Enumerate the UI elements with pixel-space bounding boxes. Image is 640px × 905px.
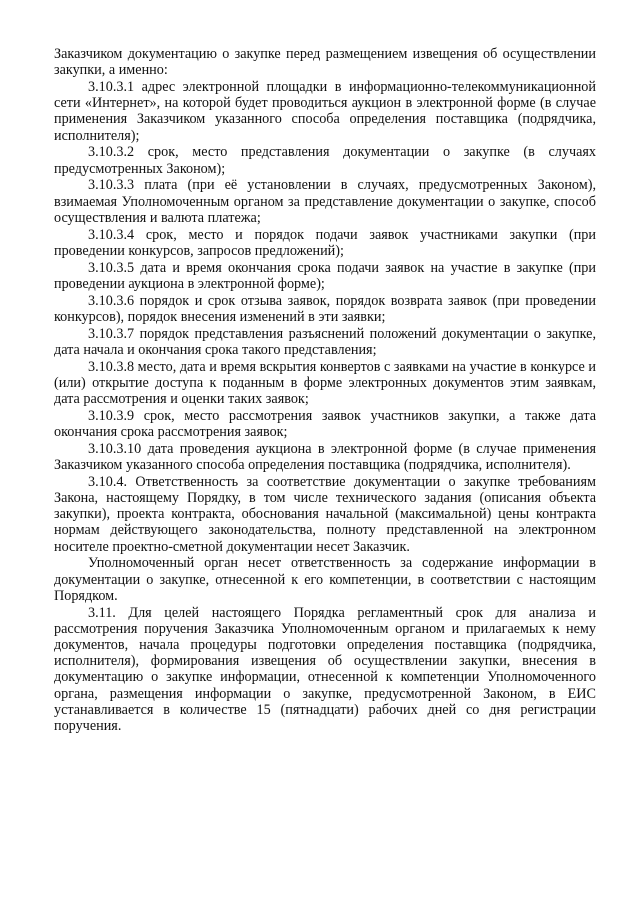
document-body: [54, 46, 596, 735]
paragraph-3-10-3-1: 3.10.3.1 адрес электронной площадки в информационно-телекоммуникационной сети «Интернет», на которой будет проводиться аукцион в электронной форме (в случае применения Заказчиком указанного способа определения поставщика (подрядчика, исполнителя);: [54, 79, 596, 144]
paragraph-3-10-3-6: 3.10.3.6 порядок и срок отзыва заявок, порядок возврата заявок (при проведении конкурсов), порядок внесения изменений в эти заявки;: [54, 292, 596, 325]
paragraph-authority-responsibility: Уполномоченный орган несет ответственность за содержание информации в документации о закупке, отнесенной к его компетенции, в соответствии с настоящим Порядком.: [54, 555, 596, 604]
paragraph-3-10-3-5: 3.10.3.5 дата и время окончания срока подачи заявок на участие в закупке (при проведении аукциона в электронной форме);: [54, 259, 596, 292]
paragraph-3-10-3-8: 3.10.3.8 место, дата и время вскрытия конвертов с заявками на участие в конкурсе и (или) открытие доступа к поданным в форме электронных документов этим заявкам, дата рассмотрения и оценки таких заявок;: [54, 358, 596, 408]
paragraph-3-10-3-7: 3.10.3.7 порядок представления разъяснений положений документации о закупке, дата начала и окончания срока такого представления;: [54, 325, 596, 358]
paragraph-3-11: 3.11. Для целей настоящего Порядка регламентный срок для анализа и рассмотрения поручения Заказчика Уполномоченным органом и прилагаемых к нему документов, начала процедуры подготовки определения поставщика (подрядчика, исполнителя), формирования извещения об осуществлении закупки, внесения в документацию о закупке информации, отнесенной к компетенции Уполномоченного органа, размещения информации о закупке, предусмотренной Законом, в ЕИС устанавливается в количестве 15 (пятнадцати) рабочих дней со дня регистрации поручения.: [54, 604, 596, 735]
paragraph-3-10-4: 3.10.4. Ответственность за соответствие документации о закупке требованиям Закона, настоящему Порядку, в том числе технического задания (описания объекта закупки), проекта контракта, обоснования начальной (максимальной) цены контракта нормам действующего законодательства, полноту представленной на электронном носителе проектно-сметной документации несет Заказчик.: [54, 473, 596, 555]
paragraph-3-10-3-3: 3.10.3.3 плата (при её установлении в случаях, предусмотренных Законом), взимаемая Уполномоченным органом за представление документации о закупке, способ осуществления и валюта платежа;: [54, 177, 596, 226]
paragraph-3-10-3-4: 3.10.3.4 срок, место и порядок подачи заявок участниками закупки (при проведении конкурсов, запросов предложений);: [54, 226, 596, 259]
paragraph-3-10-3-9: 3.10.3.9 срок, место рассмотрения заявок участников закупки, а также дата окончания срока рассмотрения заявок;: [54, 407, 596, 441]
paragraph-3-10-3-2: 3.10.3.2 срок, место представления документации о закупке (в случаях предусмотренных Законом);: [54, 144, 596, 177]
paragraph-3-10-3-10: 3.10.3.10 дата проведения аукциона в электронной форме (в случае применения Заказчиком указанного способа определения поставщика (подрядчика, исполнителя).: [54, 440, 596, 474]
paragraph-continuation: Заказчиком документацию о закупке перед размещением извещения об осуществлении закупки, а именно:: [54, 46, 596, 79]
